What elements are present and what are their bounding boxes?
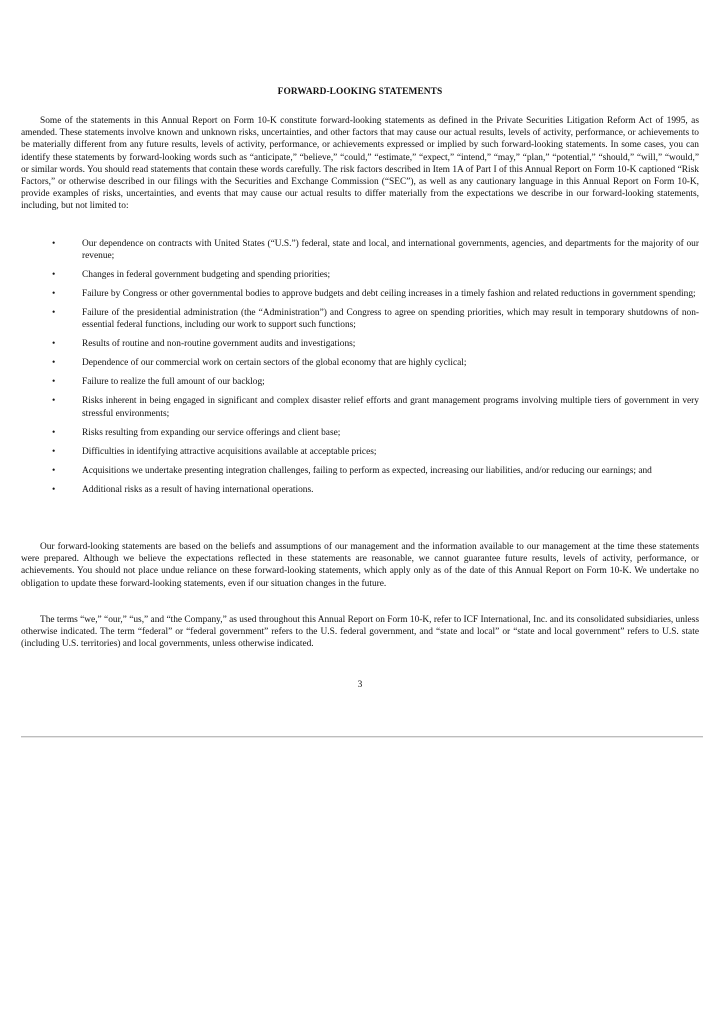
bullet-text: Risks resulting from expanding our service offerings and client base; [82,427,341,438]
bullet-icon: • [52,339,56,350]
bullet-item [21,395,699,419]
bullet-text: Changes in federal government budgeting and spending priorities; [82,270,331,281]
bullet-item [21,238,699,262]
bullet-item [21,446,699,458]
beliefs-paragraph: Our forward-looking statements are based on the beliefs and assumptions of our management and the information available to our management at the time these statements were prepared. Although we believe the expectations reflected in these statements are reasonable, we cannot guarantee future results, levels of activity, performance, or achievements. You should not place undue reliance on these forward-looking statements, which apply only as of the date of this Annual Report on Form 10-K. We undertake no obligation to update these forward-looking statements, even if our situation changes in the future. [21,542,699,589]
bullet-text: Dependence of our commercial work on certain sectors of the global economy that are highly cyclical; [82,358,467,369]
bullet-text: Our dependence on contracts with United States (“U.S.”) federal, state and local, and international governments, agencies, and departments for the majority of our revenue; [82,239,699,262]
bullet-text: Difficulties in identifying attractive acquisitions available at acceptable prices; [82,446,377,457]
bullet-text: Additional risks as a result of having international operations. [82,484,314,495]
page-number: 3 [357,680,363,690]
bullet-icon: • [52,446,56,457]
bullet-icon: • [52,239,56,249]
bullet-item [21,484,699,496]
bullet-item [21,357,699,369]
bullet-text: Failure by Congress or other governmental bodies to approve budgets and debt ceiling increases in a timely fashion and related reductions in government spending; [82,289,696,300]
bullet-text: Results of routine and non-routine government audits and investigations; [82,339,356,350]
bullet-icon: • [52,484,56,495]
bullet-text: Failure to realize the full amount of our backlog; [82,377,265,388]
intro-paragraph: Some of the statements in this Annual Report on Form 10-K constitute forward-looking statements as defined in the Private Securities Litigation Reform Act of 1995, as amended. These statements involve known and unknown risks, uncertainties, and other factors that may cause our actual results, levels of activity, performance, or achievements to be materially different from any future results, levels of activity, performance, or achievements expressed or implied by such forward-looking statements. In some cases, you can identify these statements by forward-looking words such as “anticipate,” “believe,” “could,” “estimate,” “expect,” “intend,” “may,” “plan,” “potential,” “should,” “will,” “would,” or similar words. You should read statements that contain these words carefully. The risk factors described in Item 1A of Part I of this Annual Report on Form 10-K captioned “Risk Factors,” or otherwise described in our filings with the Securities and Exchange Commission (“SEC”), as well as any cautionary language in this Annual Report on Form 10-K, provide examples of risks, uncertainties, and events that may cause our actual results to differ materially from the expectations we describe in our forward-looking statements, including, but not limited to: [21,116,699,212]
page-divider [21,736,703,737]
bullet-item [21,338,699,350]
terms-paragraph: The terms “we,” “our,” “us,” and “the Company,” as used throughout this Annual Report on Form 10-K, refer to ICF International, Inc. and its consolidated subsidiaries, unless otherwise indicated. The term “federal” or “federal government” refers to the U.S. federal government, and “state and local” or “state and local government” refers to U.S. state (including U.S. territories) and local governments, unless otherwise indicated. [21,615,699,650]
bullet-item [21,307,699,331]
bullet-icon: • [52,270,56,281]
bullet-icon: • [52,465,56,476]
bullet-icon: • [52,396,56,407]
bullet-item [21,288,699,300]
bullet-item [21,465,699,477]
bullet-text: Failure of the presidential administration (the “Administration”) and Congress to agree on spending priorities, which may result in temporary shutdowns of non-essential federal functions, including our work to support such functions; [82,308,699,331]
bullet-item [21,269,699,281]
bullet-item [21,376,699,388]
bullet-icon: • [52,358,56,369]
bullet-text: Acquisitions we undertake presenting integration challenges, failing to perform as expected, increasing our liabilities, and/or reducing our earnings; and [82,465,652,476]
bullet-icon: • [52,377,56,388]
section-heading: FORWARD-LOOKING STATEMENTS [277,87,443,97]
bullet-icon: • [52,289,56,300]
bullet-item [21,427,699,439]
risk-bullet-list [21,238,699,503]
bullet-icon: • [52,427,56,438]
bullet-icon: • [52,308,56,319]
bullet-text: Risks inherent in being engaged in significant and complex disaster relief efforts and grant management programs involving multiple tiers of government in very stressful environments; [82,396,699,419]
